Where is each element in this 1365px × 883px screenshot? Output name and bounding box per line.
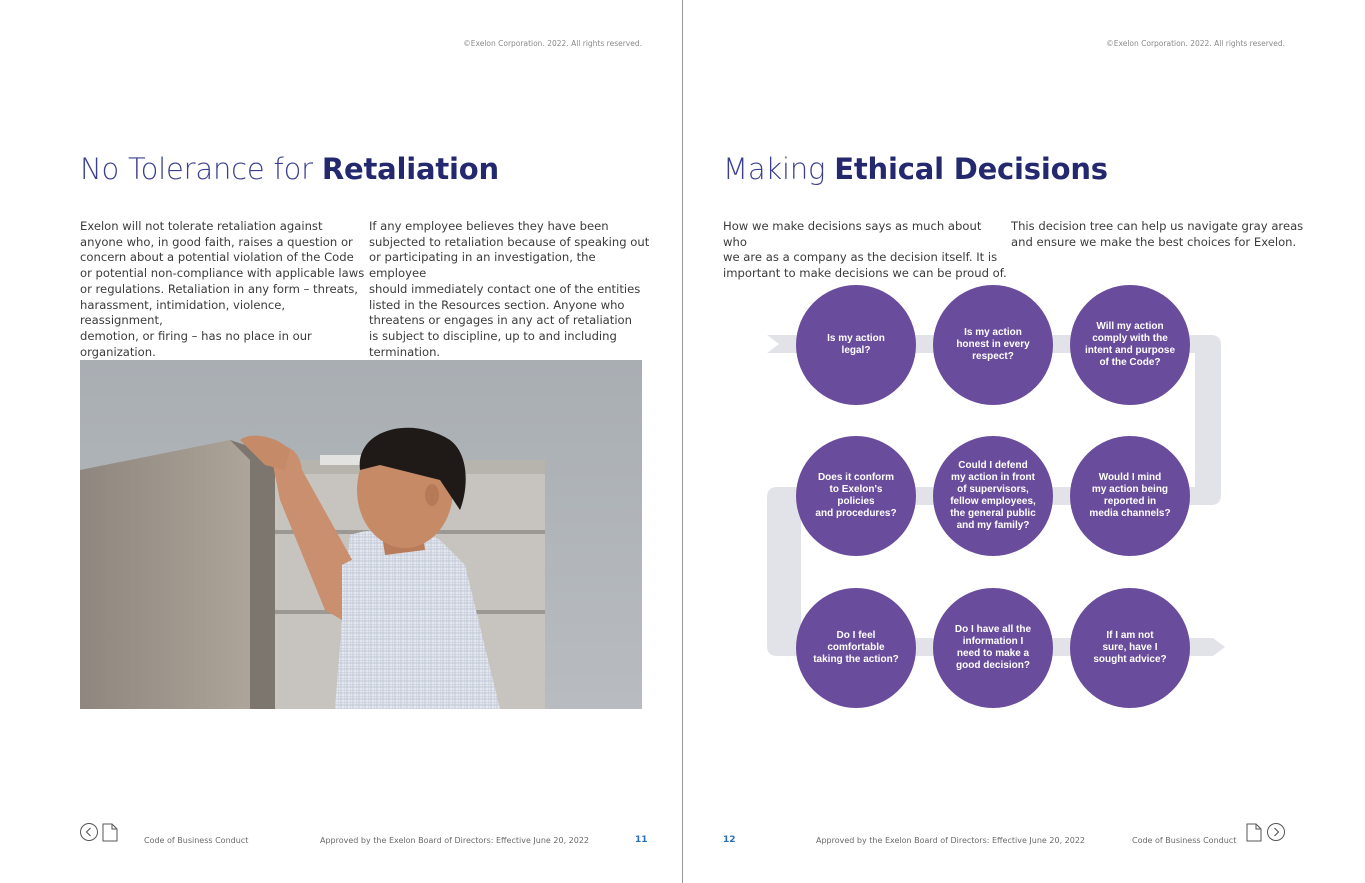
title-light: Making <box>723 152 826 186</box>
intro-paragraph-2: This decision tree can help us navigate gray areas and ensure we make the best choices for Exelon. <box>1011 219 1304 249</box>
footer-approval: Approved by the Exelon Board of Directors: Effective June 20, 2022 <box>816 836 1086 845</box>
intro-paragraph-1: Exelon will not tolerate retaliation against anyone who, in good faith, raises a question or concern about a potential violation of the Code or potential non-compliance with applicable laws or regulations. Retaliation in any form – threats, harassment, intimidation, violence, reassignment, demotion, or firing – has no place in our organization. <box>80 219 365 359</box>
footer-approval: Approved by the Exelon Board of Directors: Effective June 20, 2022 <box>320 836 590 845</box>
question-bubble-4: Does it conform to Exelon's policies and procedures? <box>796 436 916 556</box>
page-icon[interactable] <box>102 823 118 842</box>
title-bold: Retaliation <box>321 152 499 186</box>
page-title <box>723 152 1108 186</box>
intro-paragraph-1: How we make decisions says as much about who we are as a company as the decision itself. It is important to make decisions we can be proud of. <box>723 219 1007 281</box>
title-bold: Ethical Decisions <box>834 152 1108 186</box>
question-bubble-5: Could I defend my action in front of supervisors, fellow employees, the general public and my family? <box>933 436 1053 556</box>
intro-paragraph-2: If any employee believes they have been subjected to retaliation because of speaking out or participating in an investigation, the employee should immediately contact one of the entities listed in the Resources section. Anyone who threatens or engages in any act of retaliation is subject to discipline, up to and including termination. <box>369 219 650 359</box>
question-bubble-3: Will my action comply with the intent and purpose of the Code? <box>1070 285 1190 405</box>
question-bubble-2: Is my action honest in every respect? <box>933 285 1053 405</box>
footer-title: Code of Business Conduct <box>1132 836 1237 845</box>
copyright-notice: ©Exelon Corporation. 2022. All rights reserved. <box>1106 39 1285 48</box>
question-bubble-7: Do I feel comfortable taking the action? <box>796 588 916 708</box>
footer-title: Code of Business Conduct <box>144 836 249 845</box>
left-page <box>0 0 682 883</box>
copyright-notice: ©Exelon Corporation. 2022. All rights reserved. <box>463 39 642 48</box>
question-bubble-6: Would I mind my action being reported in media channels? <box>1070 436 1190 556</box>
question-bubble-8: Do I have all the information I need to make a good decision? <box>933 588 1053 708</box>
employee-photo-illustration <box>80 360 642 709</box>
chevron-left-icon[interactable] <box>80 823 98 841</box>
page-title <box>80 152 499 186</box>
question-bubble-1: Is my action legal? <box>796 285 916 405</box>
chevron-right-icon[interactable] <box>1267 823 1285 841</box>
decision-tree <box>763 284 1233 714</box>
employee-photo <box>80 360 642 709</box>
question-bubble-9: If I am not sure, have I sought advice? <box>1070 588 1190 708</box>
right-page <box>683 0 1365 883</box>
page-number: 12 <box>723 835 736 845</box>
page-number: 11 <box>635 835 648 845</box>
title-light: No Tolerance for <box>80 152 313 186</box>
page-icon[interactable] <box>1246 823 1262 842</box>
